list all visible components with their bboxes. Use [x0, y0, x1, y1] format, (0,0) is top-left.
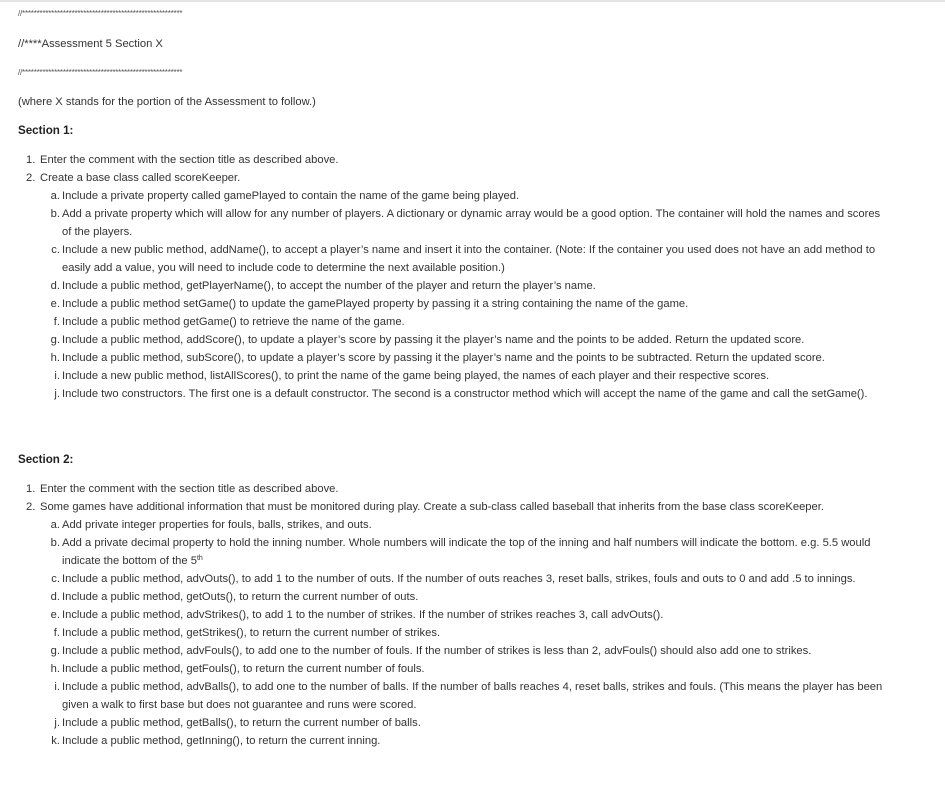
section-2-heading: Section 2: [18, 453, 74, 466]
list-item [18, 480, 898, 498]
sublist-item-text: Include a public method setGame() to update the gamePlayed property by passing it a string containing the name of the game. [62, 298, 689, 310]
sublist-item [40, 642, 890, 660]
section-2-sublist [40, 516, 890, 750]
sublist-marker: k. [51, 735, 60, 747]
sublist-marker: c. [51, 244, 60, 256]
list-marker: 1. [26, 154, 36, 166]
sublist-item [40, 187, 882, 205]
sublist-marker: a. [50, 190, 60, 202]
sublist-marker: e. [50, 609, 60, 621]
sublist-marker: f. [53, 627, 60, 639]
sublist-item-text: Include a public method, advFouls(), to add one to the number of fouls. If the number of strikes is less than 2, advFouls() should also add one to strikes. [62, 645, 812, 657]
sublist-item-text: Include a public method, advStrikes(), to add 1 to the number of strikes. If the number of strikes reaches 3, call advOuts(). [62, 609, 664, 621]
section-1-list [18, 151, 898, 403]
sublist-item [40, 349, 882, 367]
sublist-marker: d. [50, 591, 60, 603]
sublist-marker: g. [50, 334, 60, 346]
sublist-item-text: Include a public method, advBalls(), to add one to the number of balls. If the number of balls reaches 4, reset balls, strikes and fouls. (This means the player has been given a walk to first base but does not guarantee and runs were scored. [62, 681, 883, 711]
sublist-item-text: Include a public method, getPlayerName(), to accept the number of the player and return the player’s name. [62, 280, 596, 292]
sublist-item [40, 678, 890, 714]
comment-title: //****Assessment 5 Section X [18, 38, 163, 50]
sublist-item [40, 732, 890, 750]
sublist-item-text: Include a public method, advOuts(), to add 1 to the number of outs. If the number of outs reaches 3, reset balls, strikes, fouls and outs to 0 and add .5 to innings. [62, 573, 856, 585]
sublist-item-text: Include a public method, getInning(), to return the current inning. [62, 735, 381, 747]
sublist-item [40, 205, 882, 241]
sublist-marker: j. [54, 388, 60, 400]
sublist-marker: i. [54, 370, 60, 382]
sublist-item [40, 295, 882, 313]
sublist-item [40, 516, 890, 534]
sublist-item-text: Include a public method, getBalls(), to return the current number of balls. [62, 717, 421, 729]
sublist-item [40, 624, 890, 642]
section-1-heading: Section 1: [18, 124, 74, 137]
sublist-marker: g. [50, 645, 60, 657]
sublist-marker: f. [53, 316, 60, 328]
sublist-item [40, 606, 890, 624]
sublist-marker: h. [50, 663, 60, 675]
placeholder-note: (where X stands for the portion of the Assessment to follow.) [18, 96, 316, 108]
sublist-marker: c. [51, 573, 60, 585]
sublist-item [40, 331, 882, 349]
sublist-item-text: Include a public method, addScore(), to update a player’s score by passing it the player’s name and the points to be added. Return the updated score. [62, 334, 805, 346]
sublist-item [40, 385, 882, 403]
list-item-text: Some games have additional information that must be monitored during play. Create a sub-class called baseball that inherits from the base class scoreKeeper. [40, 501, 824, 513]
sublist-item [40, 570, 890, 588]
sublist-marker: d. [50, 280, 60, 292]
sublist-item [40, 714, 890, 732]
sublist-item-text: Include a public method, getFouls(), to return the current number of fouls. [62, 663, 425, 675]
list-item-text: Enter the comment with the section title as described above. [40, 154, 339, 166]
sublist-item [40, 313, 882, 331]
list-item [18, 498, 898, 750]
sublist-item-text: Include a public method, getOuts(), to return the current number of outs. [62, 591, 419, 603]
sublist-item-text: Include a new public method, listAllScores(), to print the name of the game being played, the names of each player and their respective scores. [62, 370, 770, 382]
sublist-item-text: Include a public method, getStrikes(), to return the current number of strikes. [62, 627, 441, 639]
sublist-item-text: Include a private property called gamePlayed to contain the name of the game being played. [62, 190, 520, 202]
sublist-item [40, 660, 890, 678]
sublist-item [40, 588, 890, 606]
sublist-marker: j. [54, 717, 60, 729]
top-border [0, 0, 945, 2]
sublist-item [40, 534, 890, 570]
sublist-marker: e. [50, 298, 60, 310]
sublist-marker: h. [50, 352, 60, 364]
sublist-marker: b. [50, 208, 60, 220]
list-item-text: Create a base class called scoreKeeper. [40, 172, 241, 184]
sublist-item [40, 241, 882, 277]
sublist-item-text: Add a private decimal property to hold the inning number. Whole numbers will indicate the top of the inning and half numbers will indicate the bottom. e.g. 5.5 would indicate the bottom of the 5 [62, 537, 871, 567]
list-item [18, 169, 898, 403]
superscript: th [196, 555, 203, 562]
sublist-marker: a. [50, 519, 60, 531]
sublist-marker: i. [54, 681, 60, 693]
list-item [18, 151, 898, 169]
list-marker: 2. [26, 172, 36, 184]
sublist-item-text: Add private integer properties for fouls, balls, strikes, and outs. [62, 519, 372, 531]
sublist-item-text: Include a public method, subScore(), to update a player’s score by passing it the player’s name and the points to be subtracted. Return the updated score. [62, 352, 825, 364]
sublist-item-text: Include a public method getGame() to retrieve the name of the game. [62, 316, 405, 328]
list-marker: 1. [26, 483, 36, 495]
section-1-sublist [40, 187, 882, 403]
sublist-item [40, 367, 882, 385]
section-2-list [18, 480, 898, 750]
comment-stars-bottom: //******************************************************* [18, 68, 183, 77]
sublist-item-text: Include two constructors. The first one is a default constructor. The second is a constructor method which will accept the name of the game and call the setGame(). [62, 388, 868, 400]
sublist-item-text: Include a new public method, addName(), to accept a player’s name and insert it into the container. (Note: If the container you used does not have an add method to easily add a value, you will need to include code to determine the next available position.) [62, 244, 876, 274]
sublist-marker: b. [50, 537, 60, 549]
comment-stars-top: //******************************************************* [18, 9, 183, 18]
list-item-text: Enter the comment with the section title as described above. [40, 483, 339, 495]
list-marker: 2. [26, 501, 36, 513]
sublist-item [40, 277, 882, 295]
sublist-item-text: Add a private property which will allow for any number of players. A dictionary or dynamic array would be a good option. The container will hold the names and scores of the players. [62, 208, 881, 238]
